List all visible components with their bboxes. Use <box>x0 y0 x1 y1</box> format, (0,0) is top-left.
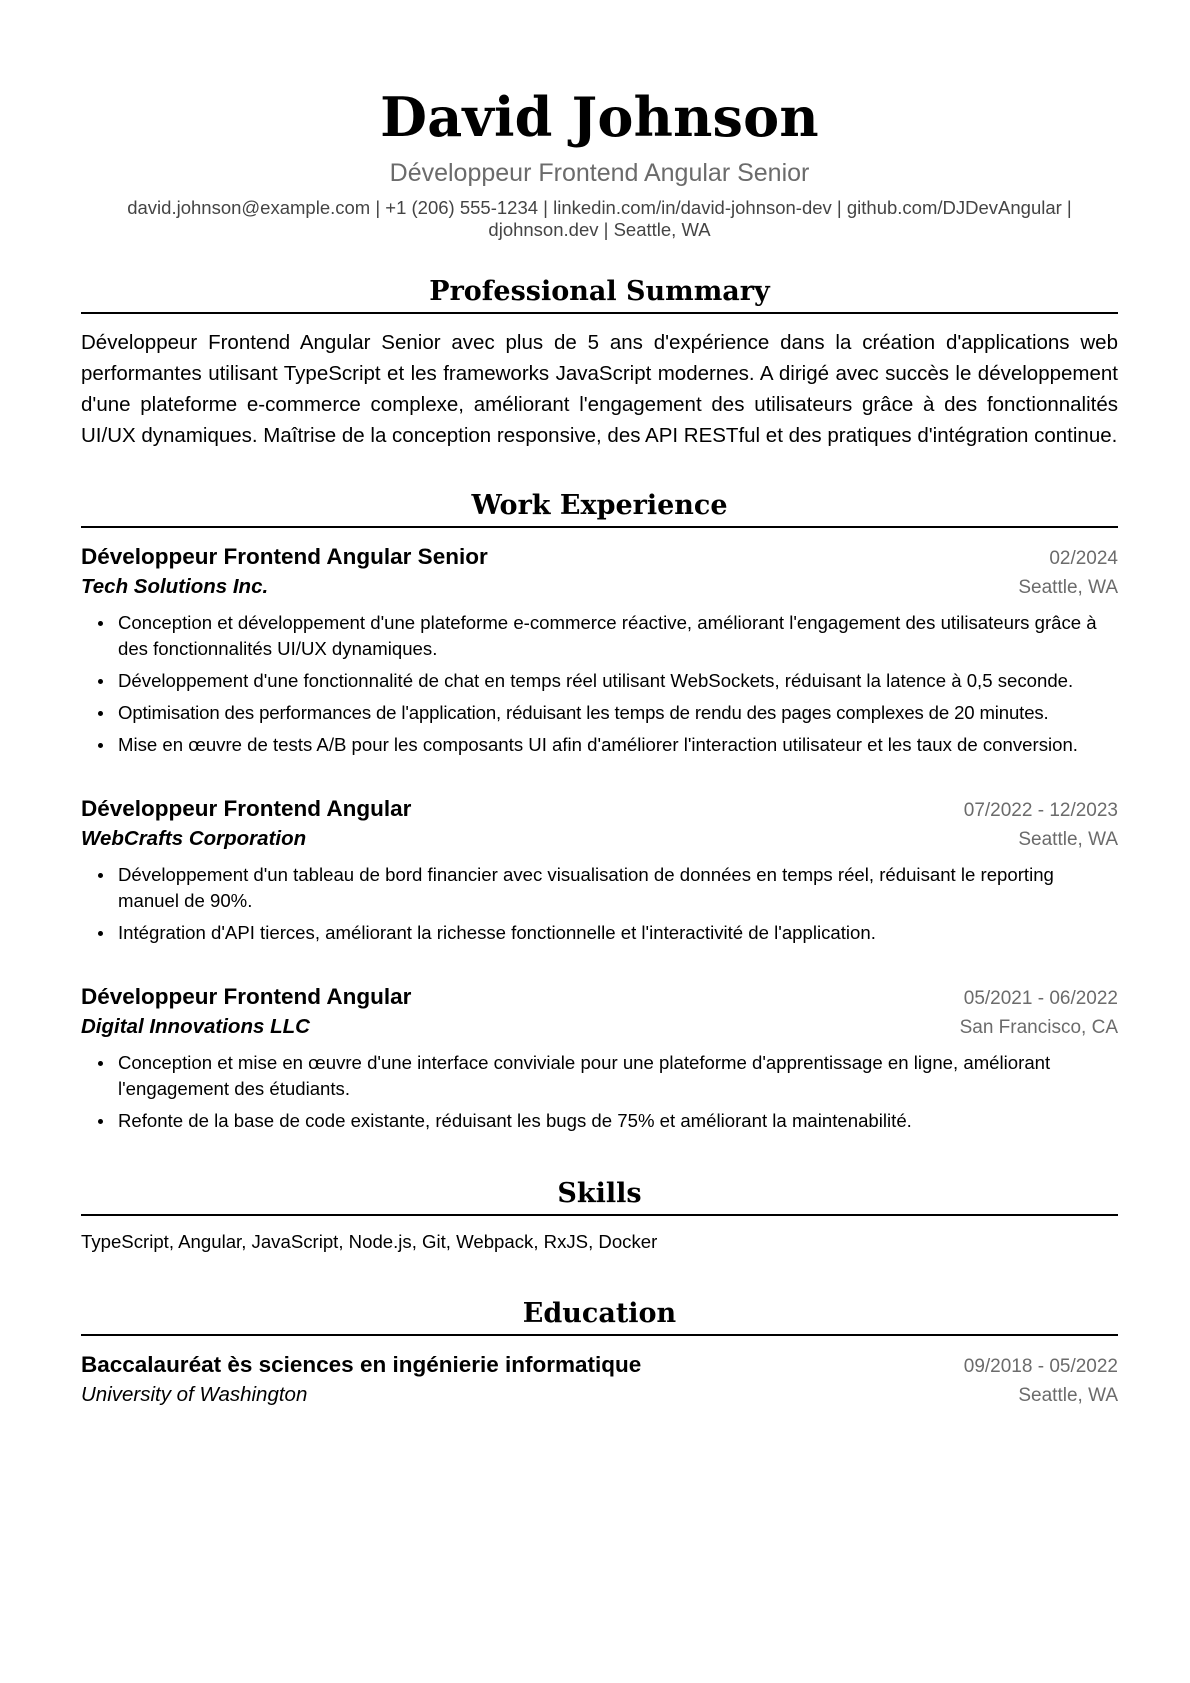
candidate-headline: Développeur Frontend Angular Senior <box>389 159 810 187</box>
resume-header <box>81 82 1118 241</box>
job-bullet: Conception et développement d'une plateforme e-commerce réactive, améliorant l'engagement des utilisateurs grâce à des fonctionnalités UI/UX dynamiques. <box>118 610 1118 662</box>
job-bullet: Intégration d'API tierces, améliorant la richesse fonctionnelle et l'interactivité de l'application. <box>118 920 1118 946</box>
job-date: 05/2021 - 06/2022 <box>963 988 1118 1009</box>
education-entry <box>81 1350 1118 1410</box>
job-entry <box>81 982 1118 1134</box>
job-bullets <box>81 862 1118 946</box>
job-bullet: Optimisation des performances de l'application, réduisant les temps de rendu des pages complexes de 20 minutes. <box>118 700 1118 726</box>
contact-line: david.johnson@example.com | +1 (206) 555-1234 | linkedin.com/in/david-johnson-dev | github.com/DJDevAngular | djohnson.dev | Seattle, WA <box>127 197 1072 240</box>
job-title: Développeur Frontend Angular Senior <box>81 544 488 569</box>
job-entry <box>81 794 1118 946</box>
job-bullet: Mise en œuvre de tests A/B pour les composants UI afin d'améliorer l'interaction utilisateur et les taux de conversion. <box>118 732 1118 758</box>
job-title: Développeur Frontend Angular <box>81 984 412 1009</box>
education-title: Education <box>81 1296 1118 1336</box>
job-company: WebCrafts Corporation <box>81 827 307 850</box>
education-date: 09/2018 - 05/2022 <box>963 1356 1118 1377</box>
education-location: Seattle, WA <box>1018 1385 1118 1406</box>
job-date: 07/2022 - 12/2023 <box>963 800 1118 821</box>
job-location: Seattle, WA <box>1018 829 1118 850</box>
summary-section <box>81 274 1118 451</box>
skills-title: Skills <box>81 1176 1118 1216</box>
job-date: 02/2024 <box>1049 548 1118 569</box>
job-bullet: Refonte de la base de code existante, réduisant les bugs de 75% et améliorant la maintenabilité. <box>118 1108 1118 1134</box>
candidate-name: David Johnson <box>380 85 819 149</box>
resume-page <box>81 82 1118 1410</box>
job-location: San Francisco, CA <box>959 1017 1118 1038</box>
education-section <box>81 1296 1118 1410</box>
degree-title: Baccalauréat ès sciences en ingénierie informatique <box>81 1352 642 1377</box>
job-bullet: Développement d'une fonctionnalité de chat en temps réel utilisant WebSockets, réduisant la latence à 0,5 seconde. <box>118 668 1118 694</box>
job-entry <box>81 542 1118 758</box>
job-bullet: Conception et mise en œuvre d'une interface conviviale pour une plateforme d'apprentissage en ligne, améliorant l'engagement des étudiants. <box>118 1050 1118 1102</box>
summary-title: Professional Summary <box>81 274 1118 314</box>
job-company: Digital Innovations LLC <box>81 1015 310 1038</box>
job-bullets <box>81 610 1118 758</box>
work-title: Work Experience <box>81 488 1118 528</box>
skills-list: TypeScript, Angular, JavaScript, Node.js, Git, Webpack, RxJS, Docker <box>81 1231 658 1252</box>
work-section <box>81 488 1118 1134</box>
job-bullets <box>81 1050 1118 1134</box>
summary-text: Développeur Frontend Angular Senior avec plus de 5 ans d'expérience dans la création d'applications web performantes utilisant TypeScript et les frameworks JavaScript modernes. A dirigé avec succès le développement d'une plateforme e-commerce complexe, améliorant l'engagement des utilisateurs grâce à des fonctionnalités UI/UX dynamiques. Maîtrise de la conception responsive, des API RESTful et des pratiques d'intégration continue. <box>81 331 1118 447</box>
skills-section <box>81 1176 1118 1255</box>
job-location: Seattle, WA <box>1018 577 1118 598</box>
school-name: University of Washington <box>81 1383 308 1406</box>
job-bullet: Développement d'un tableau de bord financier avec visualisation de données en temps réel, réduisant le reporting manuel de 90%. <box>118 862 1118 914</box>
job-company: Tech Solutions Inc. <box>81 575 269 598</box>
job-title: Développeur Frontend Angular <box>81 796 412 821</box>
